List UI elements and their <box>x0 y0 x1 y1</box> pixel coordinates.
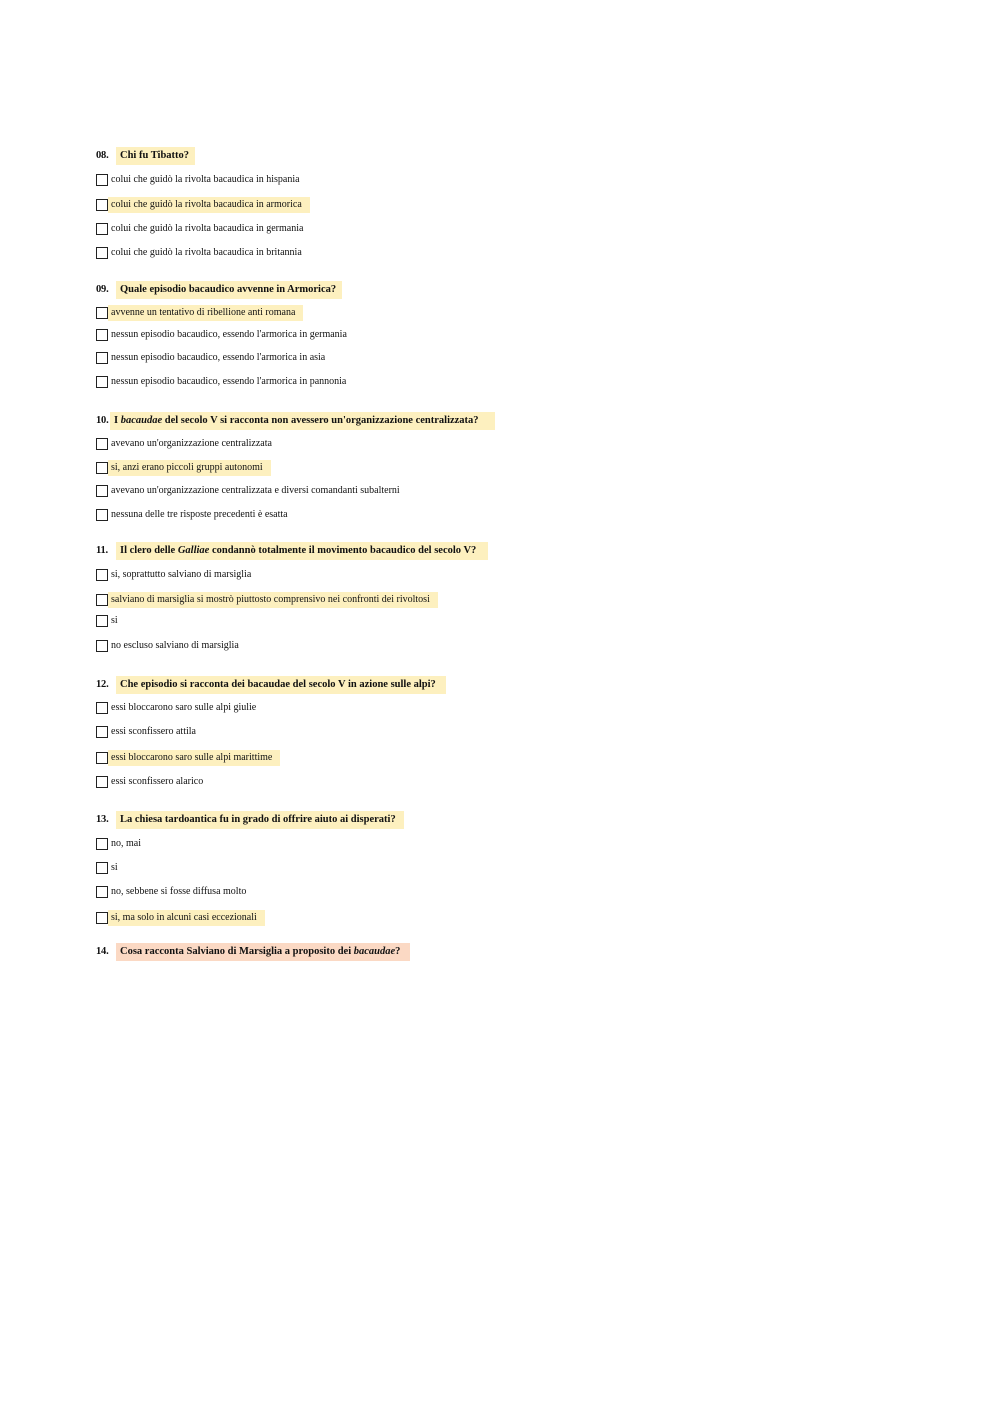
answer-option[interactable] <box>96 592 438 608</box>
question-number: 14. <box>96 946 109 957</box>
answer-checkbox[interactable] <box>96 776 108 788</box>
question-text-italic: Galliae <box>177 545 210 556</box>
question-text-part: I <box>114 415 121 426</box>
answer-label: si, soprattutto salviano di marsiglia <box>111 569 252 580</box>
answer-label-highlighted: si, anzi erano piccoli gruppi autonomi <box>108 460 271 476</box>
question-header <box>96 412 796 430</box>
answer-checkbox[interactable] <box>96 594 108 606</box>
answer-option[interactable] <box>96 172 308 188</box>
question-08 <box>96 147 796 258</box>
answer-label: avevano un'organizzazione centralizzata e diversi comandanti subalterni <box>111 485 400 496</box>
answer-label-highlighted: salviano di marsiglia si mostrò piuttosto comprensivo nei confronti dei rivoltosi <box>108 592 438 608</box>
answer-option[interactable] <box>96 638 247 654</box>
answer-label: no, sebbene si fosse diffusa molto <box>111 886 247 897</box>
answer-label: colui che guidò la rivolta bacaudica in germania <box>111 223 304 234</box>
question-number: 09. <box>96 284 109 295</box>
answer-option[interactable] <box>96 350 333 366</box>
answer-option[interactable] <box>96 245 310 261</box>
question-12 <box>96 676 796 787</box>
question-text-part: Cosa racconta Salviano di Marsiglia a proposito dei <box>120 946 354 957</box>
question-header <box>96 147 796 165</box>
answer-option[interactable] <box>96 774 211 790</box>
question-header <box>96 943 796 961</box>
answer-label: no, mai <box>111 838 141 849</box>
answer-label: si <box>111 615 118 626</box>
question-text: La chiesa tardoantica fu in grado di offrire aiuto ai disperati? <box>116 811 404 829</box>
answer-label: si <box>111 862 118 873</box>
question-text: Che episodio si racconta dei bacaudae del secolo V in azione sulle alpi? <box>116 676 446 694</box>
answer-option[interactable] <box>96 305 303 321</box>
answer-option[interactable] <box>96 567 259 583</box>
question-number: 11. <box>96 545 108 556</box>
answer-label-highlighted: essi bloccarono saro sulle alpi marittime <box>108 750 280 766</box>
question-13 <box>96 811 796 923</box>
answer-checkbox[interactable] <box>96 174 108 186</box>
answer-checkbox[interactable] <box>96 615 108 627</box>
answer-checkbox[interactable] <box>96 838 108 850</box>
question-text-italic: bacaudae <box>353 946 396 957</box>
answer-checkbox[interactable] <box>96 376 108 388</box>
answer-checkbox[interactable] <box>96 640 108 652</box>
answer-option[interactable] <box>96 750 280 766</box>
answer-option[interactable] <box>96 613 126 629</box>
answer-option[interactable] <box>96 483 408 499</box>
answer-checkbox[interactable] <box>96 223 108 235</box>
question-number: 10. <box>96 415 109 426</box>
question-text: Chi fu Tibatto? <box>116 147 195 165</box>
answer-label: essi sconfissero alarico <box>111 776 204 787</box>
question-header <box>96 542 796 560</box>
answer-checkbox[interactable] <box>96 247 108 259</box>
answer-option[interactable] <box>96 436 280 452</box>
answer-label: avevano un'organizzazione centralizzata <box>111 438 272 449</box>
question-10 <box>96 412 796 520</box>
question-text-italic: bacaudae <box>120 415 163 426</box>
answer-label: nessun episodio bacaudico, essendo l'armorica in germania <box>111 329 347 340</box>
answer-label: essi bloccarono saro sulle alpi giulie <box>111 702 257 713</box>
question-14 <box>96 943 796 961</box>
answer-label: colui che guidò la rivolta bacaudica in hispania <box>111 174 300 185</box>
answer-checkbox[interactable] <box>96 307 108 319</box>
answer-option[interactable] <box>96 724 204 740</box>
answer-option[interactable] <box>96 836 149 852</box>
answer-label: nessuna delle tre risposte precedenti è esatta <box>111 509 288 520</box>
answer-checkbox[interactable] <box>96 862 108 874</box>
answer-label-highlighted: avvenne un tentativo di ribellione anti romana <box>108 305 303 321</box>
answer-checkbox[interactable] <box>96 752 108 764</box>
answer-checkbox[interactable] <box>96 569 108 581</box>
answer-option[interactable] <box>96 374 354 390</box>
question-09 <box>96 281 796 387</box>
answer-option[interactable] <box>96 197 310 213</box>
question-text <box>116 542 488 560</box>
answer-label-highlighted: si, ma solo in alcuni casi eccezionali <box>108 910 265 926</box>
answer-label: no escluso salviano di marsiglia <box>111 640 239 651</box>
question-11 <box>96 542 796 651</box>
answer-checkbox[interactable] <box>96 485 108 497</box>
question-text <box>110 412 495 430</box>
answer-option[interactable] <box>96 327 355 343</box>
answer-option[interactable] <box>96 460 271 476</box>
question-header <box>96 281 796 299</box>
question-text-part: ? <box>395 946 401 957</box>
answer-label: nessun episodio bacaudico, essendo l'armorica in pannonia <box>111 376 347 387</box>
answer-checkbox[interactable] <box>96 352 108 364</box>
answer-label-highlighted: colui che guidò la rivolta bacaudica in armorica <box>108 197 310 213</box>
question-header <box>96 811 796 829</box>
answer-checkbox[interactable] <box>96 912 108 924</box>
question-number: 13. <box>96 814 109 825</box>
answer-label: nessun episodio bacaudico, essendo l'armorica in asia <box>111 352 326 363</box>
answer-checkbox[interactable] <box>96 702 108 714</box>
answer-checkbox[interactable] <box>96 462 108 474</box>
question-text: Quale episodio bacaudico avvenne in Armorica? <box>116 281 342 299</box>
answer-option[interactable] <box>96 860 126 876</box>
answer-checkbox[interactable] <box>96 886 108 898</box>
question-number: 12. <box>96 679 109 690</box>
question-text-part: Il clero delle <box>120 545 178 556</box>
question-number: 08. <box>96 150 109 161</box>
answer-label: essi sconfissero attila <box>111 726 196 737</box>
question-header <box>96 676 796 694</box>
question-text-part: del secolo V si racconta non avessero un'organizzazione centralizzata? <box>162 415 479 426</box>
question-text <box>116 943 410 961</box>
answer-option[interactable] <box>96 884 254 900</box>
answer-label: colui che guidò la rivolta bacaudica in britannia <box>111 247 302 258</box>
answer-checkbox[interactable] <box>96 438 108 450</box>
answer-option[interactable] <box>96 221 311 237</box>
answer-option[interactable] <box>96 910 265 926</box>
answer-option[interactable] <box>96 507 296 523</box>
answer-checkbox[interactable] <box>96 329 108 341</box>
answer-checkbox[interactable] <box>96 199 108 211</box>
question-text-part: condannò totalmente il movimento bacaudico del secolo V? <box>209 545 477 556</box>
answer-checkbox[interactable] <box>96 509 108 521</box>
answer-checkbox[interactable] <box>96 726 108 738</box>
answer-option[interactable] <box>96 700 264 716</box>
